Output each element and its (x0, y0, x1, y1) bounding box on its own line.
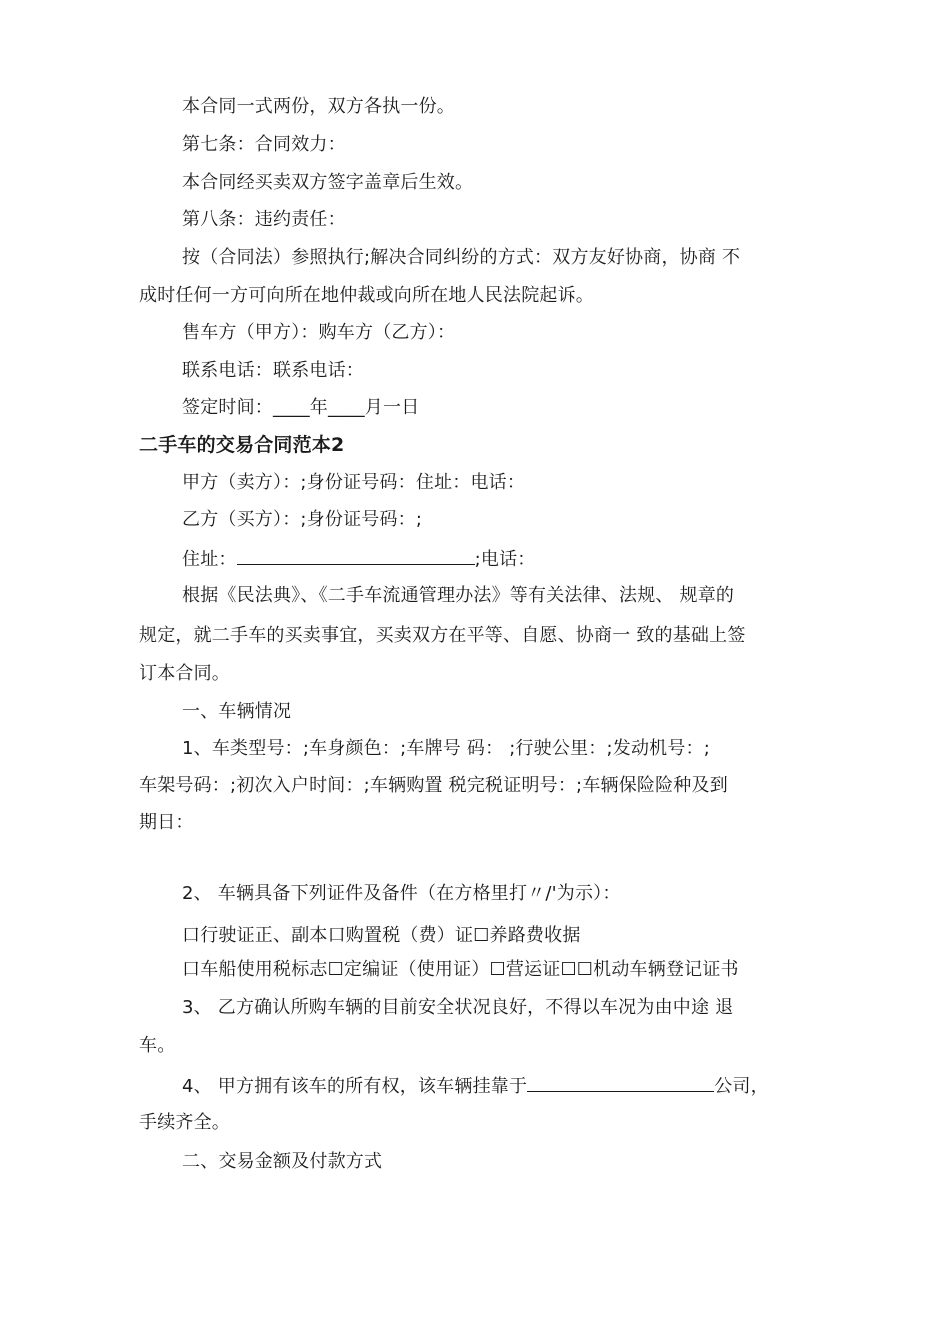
affiliation-label: 4、 甲方拥有该车的所有权，该车辆挂靠于 (182, 1076, 528, 1097)
text-line: 期日： (139, 812, 194, 833)
text-line: 2、 车辆具备下列证件及备件（在方格里打〃/'为示）： (182, 883, 621, 904)
signature-parties: 售车方（甲方）：购车方（乙方）： (182, 322, 456, 343)
text-line: 成时任何一方可向所在地仲裁或向所在地人民法院起诉。 (139, 285, 594, 306)
affiliation-line (182, 1073, 829, 1099)
text-line: 1、车类型号：;车身颜色：;车牌号 码： ;行驶公里：;发动机号：; (182, 738, 711, 759)
text-line: 根据《民法典》、《二手车流通管理办法》等有关法律、法规、 规章的 (182, 585, 735, 606)
address-label: 住址： (182, 549, 237, 570)
text-line: 本合同一式两份，双方各执一份。 (182, 96, 455, 117)
text-line: 手续齐全。 (139, 1112, 230, 1133)
company-suffix: 公司， (714, 1076, 769, 1097)
checklist-line: 口行驶证正、副本口购置税（费）证☐养路费收据 (182, 925, 581, 946)
article-heading: 第七条：合同效力： (182, 134, 346, 155)
contact-phones: 联系电话：联系电话： (182, 360, 364, 381)
text-line: 本合同经买卖双方签字盖章后生效。 (182, 172, 474, 193)
signing-date: 签定时间：____年____月一日 (182, 397, 420, 418)
address-line (182, 546, 829, 572)
subsection-heading: 二、交易金额及付款方式 (182, 1151, 383, 1172)
text-line: 3、 乙方确认所购车辆的目前安全状况良好，不得以车况为由中途 退 (182, 997, 734, 1018)
company-blank (527, 1073, 714, 1092)
text-line: 车架号码：;初次入户时间：;车辆购置 税完税证明号：;车辆保险险种及到 (139, 775, 728, 796)
text-line: 订本合同。 (139, 663, 230, 684)
seller-info: 甲方（卖方）：;身份证号码：住址：电话： (182, 472, 526, 493)
subsection-heading: 一、车辆情况 (182, 701, 292, 722)
text-line: 规定，就二手车的买卖事宜，买卖双方在平等、自愿、协商一 致的基础上签 (139, 625, 746, 646)
text-line: 按（合同法）参照执行;解决合同纠纷的方式：双方友好协商，协商 不 (182, 247, 741, 268)
article-heading: 第八条：违约责任： (182, 209, 346, 230)
phone-label: ;电话： (474, 549, 536, 570)
address-blank (237, 546, 475, 565)
text-line: 车。 (139, 1035, 176, 1056)
checklist-line: 口车船使用税标志☐定编证（使用证）☐营运证☐☐机动车辆登记证书 (182, 959, 739, 980)
buyer-info: 乙方（买方）：;身份证号码：; (182, 509, 423, 530)
section-title: 二手车的交易合同范本2 (139, 434, 345, 456)
